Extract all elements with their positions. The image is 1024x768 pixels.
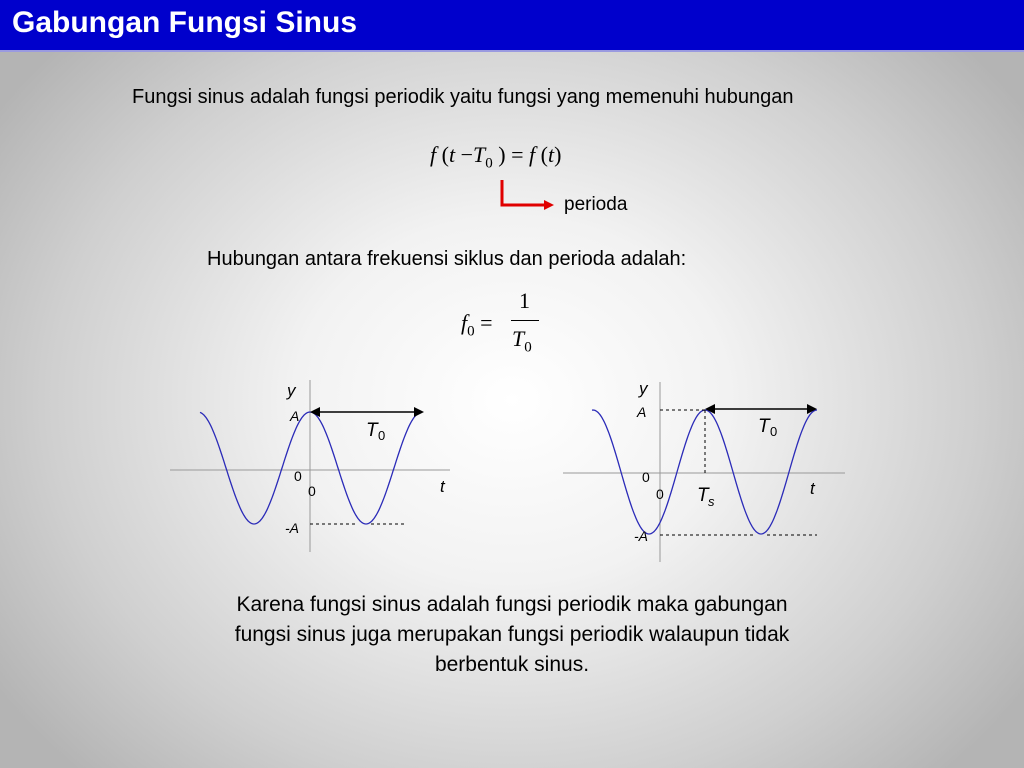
t-axis-label: t: [810, 479, 815, 498]
periodic-formula: [430, 142, 561, 172]
title-bar: [0, 0, 1024, 52]
intro-text: Fungsi sinus adalah fungsi periodik yaitu fungsi yang memenuhi hubungan: [132, 86, 794, 108]
y-axis-label: y: [639, 379, 648, 398]
fraction-bar: [511, 320, 539, 321]
period-arrow-line: [502, 180, 548, 205]
zero-x-label: 0: [308, 483, 316, 499]
t-axis-label: t: [440, 477, 445, 496]
formula-T-sub: 0: [485, 155, 493, 172]
period-label-sub: 0: [770, 424, 778, 439]
period-label-T: T: [366, 420, 378, 441]
amplitude-label: A: [637, 404, 647, 420]
period-label-sub: 0: [378, 428, 386, 443]
closing-text: Karena fungsi sinus adalah fungsi periodik maka gabungan fungsi sinus juga merupakan fungsi periodik walaupun tidak berbentuk sinus.: [234, 593, 790, 676]
freq-equals: =: [480, 310, 493, 335]
freq-numerator: 1: [519, 288, 530, 313]
slide-title: Gabungan Fungsi Sinus: [12, 6, 357, 39]
freq-denominator: [512, 326, 532, 356]
zero-y-label: 0: [294, 468, 302, 484]
freq-f: f: [461, 310, 468, 335]
y-axis-label: y: [287, 381, 296, 400]
period-arrow: [490, 176, 560, 216]
period-label-T: T: [758, 416, 770, 437]
freq-T-sub: 0: [524, 339, 532, 356]
freq-T: T: [512, 326, 525, 351]
zero-y-label: 0: [642, 469, 650, 485]
period-arrow-left-head: [310, 407, 320, 417]
period-label: perioda: [564, 194, 628, 215]
neg-amplitude-label: -A: [285, 520, 299, 536]
neg-amplitude-label: -A: [634, 528, 648, 544]
formula-equals: =: [511, 142, 524, 167]
period-arrow-head: [544, 200, 554, 210]
shift-label-T: T: [697, 485, 709, 506]
formula-f-right: f: [529, 142, 536, 167]
zero-x-label: 0: [656, 486, 664, 502]
formula-open-paren: (: [441, 142, 449, 167]
formula-close-paren-right: ): [554, 142, 562, 167]
period-arrow-right-head: [414, 407, 424, 417]
sine-curve: [200, 412, 422, 524]
relation-text: Hubungan antara frekuensi siklus dan perioda adalah:: [207, 248, 687, 270]
shift-label-sub: s: [708, 494, 715, 509]
freq-f-sub: 0: [467, 323, 475, 340]
sine-graph-right: [555, 370, 855, 570]
formula-open-paren-right: (: [540, 142, 548, 167]
formula-f: f: [430, 142, 437, 167]
formula-minus: −: [460, 142, 473, 167]
formula-t: t: [448, 142, 456, 167]
formula-close-paren: ): [498, 142, 506, 167]
frequency-lhs: [461, 310, 493, 340]
formula-t-right: t: [547, 142, 555, 167]
amplitude-label: A: [290, 408, 300, 424]
formula-T: T: [473, 142, 486, 167]
sine-graph-left: [160, 370, 460, 570]
